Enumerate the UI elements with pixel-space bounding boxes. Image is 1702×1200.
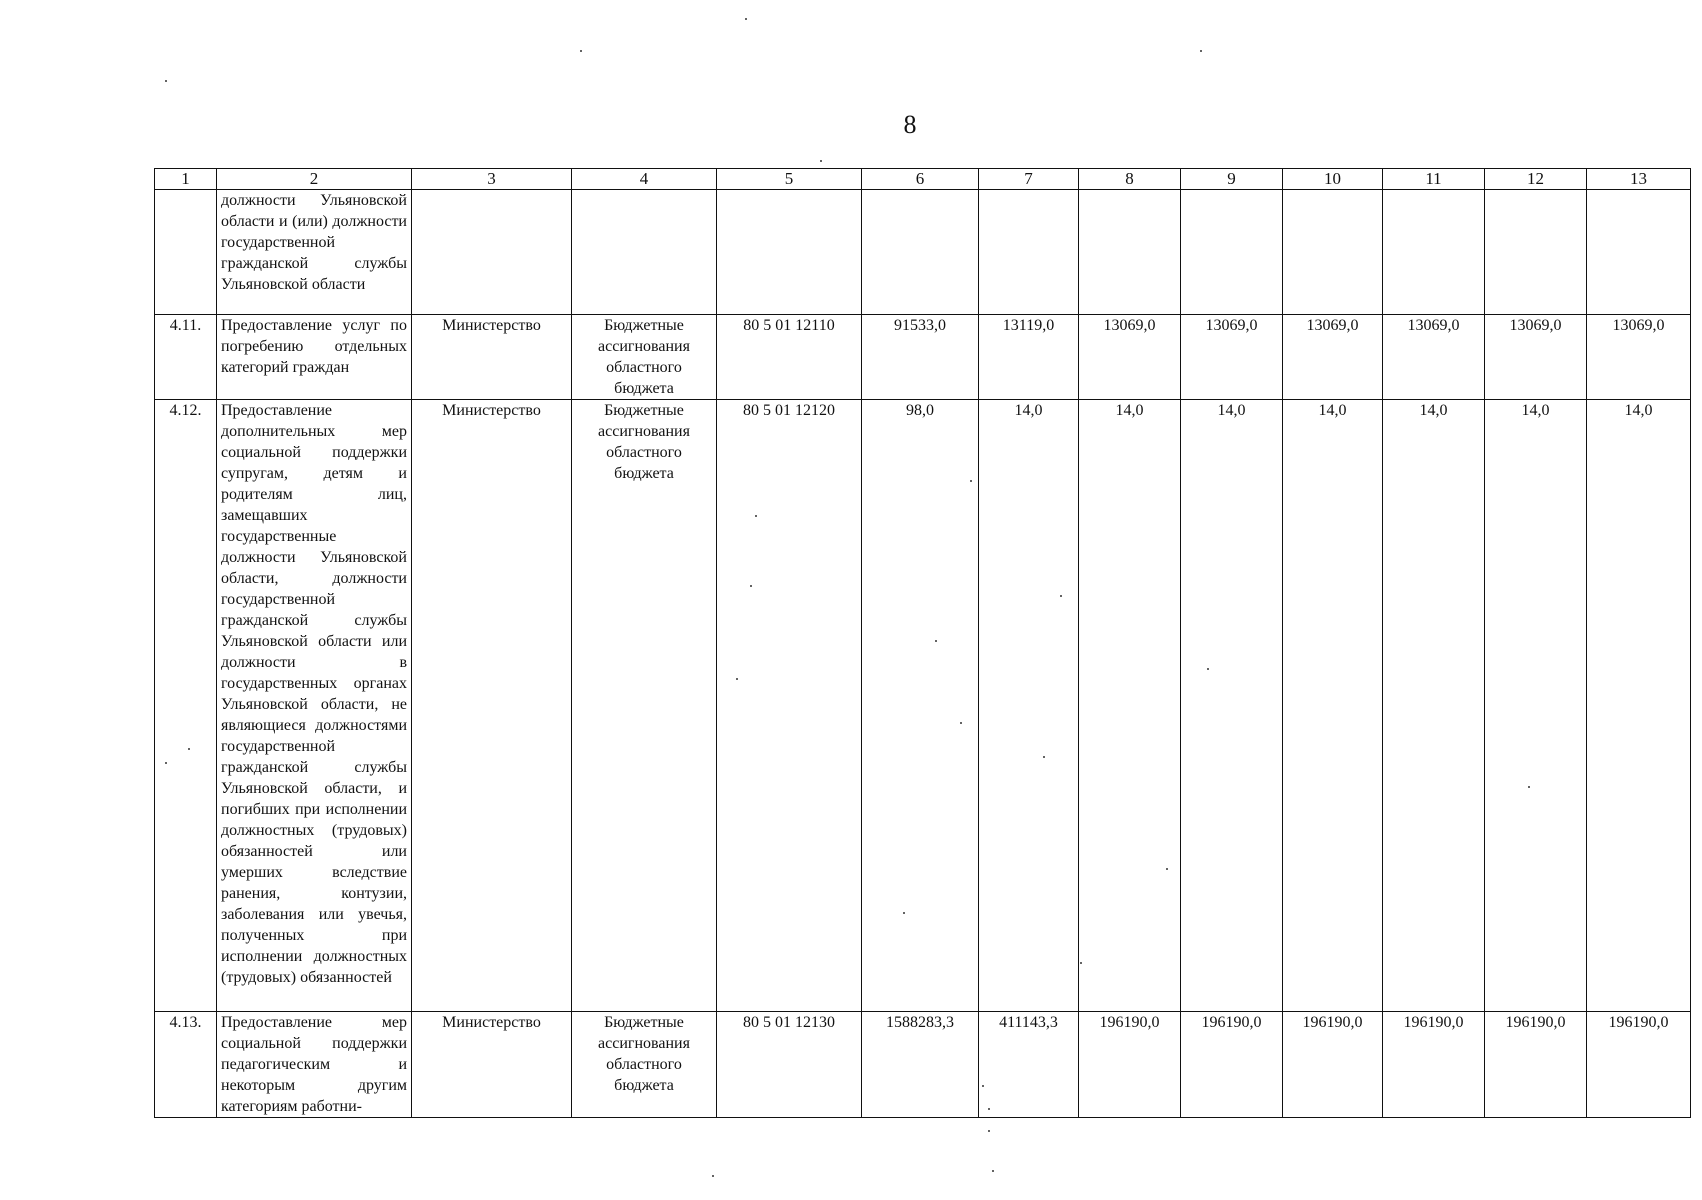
year-value-cell: [1079, 190, 1181, 315]
year-value-cell: [1485, 190, 1587, 315]
year-value-cell: 196190,0: [1587, 1012, 1691, 1118]
executor-cell: Министерство: [412, 315, 572, 400]
total-cell: 1588283,3: [862, 1012, 979, 1118]
scan-speck: [903, 912, 905, 914]
year-value-cell: 13069,0: [1485, 315, 1587, 400]
scan-speck: [992, 1170, 994, 1172]
page-number: 8: [903, 110, 917, 139]
scan-speck: [580, 50, 582, 52]
scan-speck: [1166, 868, 1168, 870]
scan-speck: [820, 160, 822, 162]
total-cell: [862, 190, 979, 315]
program-activities-table: [154, 168, 1691, 1118]
scan-speck: [755, 515, 757, 517]
column-header: 7: [979, 169, 1079, 190]
funding-source-cell: Бюджетные ассигнования областного бюджета: [572, 1012, 717, 1118]
year-value-cell: 14,0: [1181, 400, 1283, 1012]
column-number-header-row: [155, 169, 1691, 190]
year-value-cell: 13119,0: [979, 315, 1079, 400]
table-row: [155, 400, 1691, 1012]
row-number-cell: 4.12.: [155, 400, 217, 1012]
budget-code-cell: 80 5 01 12110: [717, 315, 862, 400]
year-value-cell: 14,0: [979, 400, 1079, 1012]
table-row: [155, 1012, 1691, 1118]
activity-name-cell: Предоставление услуг по погребению отдельных категорий граждан: [217, 315, 412, 400]
scan-speck: [712, 1175, 714, 1177]
executor-cell: Министерство: [412, 1012, 572, 1118]
activity-name-cell: Предоставление дополнительных мер социальной поддержки супругам, детям и родителям лиц, замещавших государственные должности Ульяновской области, должности государственной гражданской службы Ульяновской области или должности в государственных органах Ульяновской области, не являющиеся должностями государственной гражданской службы Ульяновской области, и погибших при исполнении должностных (трудовых) обязанностей или умерших вследствие ранения, контузии, заболевания или увечья, полученных при исполнении должностных (трудовых) обязанностей: [217, 400, 412, 1012]
column-header: 6: [862, 169, 979, 190]
year-value-cell: 196190,0: [1079, 1012, 1181, 1118]
year-value-cell: 411143,3: [979, 1012, 1079, 1118]
scan-speck: [960, 722, 962, 724]
column-header: 3: [412, 169, 572, 190]
row-number-cell: 4.11.: [155, 315, 217, 400]
column-header: 5: [717, 169, 862, 190]
year-value-cell: 196190,0: [1283, 1012, 1383, 1118]
scan-speck: [988, 1108, 990, 1110]
year-value-cell: [1283, 190, 1383, 315]
scan-speck: [988, 1130, 990, 1132]
column-header: 10: [1283, 169, 1383, 190]
scan-speck: [165, 762, 167, 764]
year-value-cell: 13069,0: [1587, 315, 1691, 400]
scan-speck: [1207, 668, 1209, 670]
column-header: 11: [1383, 169, 1485, 190]
row-number-cell: [155, 190, 217, 315]
activity-name-cell: должности Ульяновской области и (или) должности государственной гражданской службы Ульяновской области: [217, 190, 412, 315]
total-cell: 91533,0: [862, 315, 979, 400]
total-cell: 98,0: [862, 400, 979, 1012]
table-row-continuation: [155, 190, 1691, 315]
executor-cell: Министерство: [412, 400, 572, 1012]
scan-speck: [1200, 50, 1202, 52]
year-value-cell: 196190,0: [1485, 1012, 1587, 1118]
year-value-cell: 13069,0: [1181, 315, 1283, 400]
scan-speck: [165, 80, 167, 82]
scan-speck: [736, 678, 738, 680]
budget-code-cell: 80 5 01 12120: [717, 400, 862, 1012]
year-value-cell: [1181, 190, 1283, 315]
funding-source-cell: [572, 190, 717, 315]
scan-speck: [1080, 962, 1082, 964]
year-value-cell: 196190,0: [1383, 1012, 1485, 1118]
year-value-cell: 13069,0: [1383, 315, 1485, 400]
funding-source-cell: Бюджетные ассигнования областного бюджета: [572, 315, 717, 400]
scan-speck: [1060, 595, 1062, 597]
scan-speck: [1528, 786, 1530, 788]
column-header: 9: [1181, 169, 1283, 190]
scan-speck: [1043, 756, 1045, 758]
column-header: 2: [217, 169, 412, 190]
year-value-cell: 14,0: [1485, 400, 1587, 1012]
column-header: 4: [572, 169, 717, 190]
row-number-cell: 4.13.: [155, 1012, 217, 1118]
year-value-cell: 14,0: [1079, 400, 1181, 1012]
column-header: 13: [1587, 169, 1691, 190]
budget-code-cell: [717, 190, 862, 315]
scan-speck: [750, 585, 752, 587]
scan-speck: [188, 748, 190, 750]
scan-speck: [935, 640, 937, 642]
year-value-cell: 14,0: [1283, 400, 1383, 1012]
year-value-cell: 13069,0: [1283, 315, 1383, 400]
year-value-cell: [979, 190, 1079, 315]
scan-speck: [745, 18, 747, 20]
year-value-cell: [1383, 190, 1485, 315]
year-value-cell: 196190,0: [1181, 1012, 1283, 1118]
activity-name-cell: Предоставление мер социальной поддержки педагогическим и некоторым другим категориям работни-: [217, 1012, 412, 1118]
year-value-cell: 14,0: [1383, 400, 1485, 1012]
scan-speck: [982, 1085, 984, 1087]
column-header: 1: [155, 169, 217, 190]
funding-source-cell: Бюджетные ассигнования областного бюджета: [572, 400, 717, 1012]
column-header: 12: [1485, 169, 1587, 190]
column-header: 8: [1079, 169, 1181, 190]
year-value-cell: 14,0: [1587, 400, 1691, 1012]
executor-cell: [412, 190, 572, 315]
year-value-cell: [1587, 190, 1691, 315]
scan-speck: [970, 480, 972, 482]
budget-code-cell: 80 5 01 12130: [717, 1012, 862, 1118]
table-row: [155, 315, 1691, 400]
year-value-cell: 13069,0: [1079, 315, 1181, 400]
